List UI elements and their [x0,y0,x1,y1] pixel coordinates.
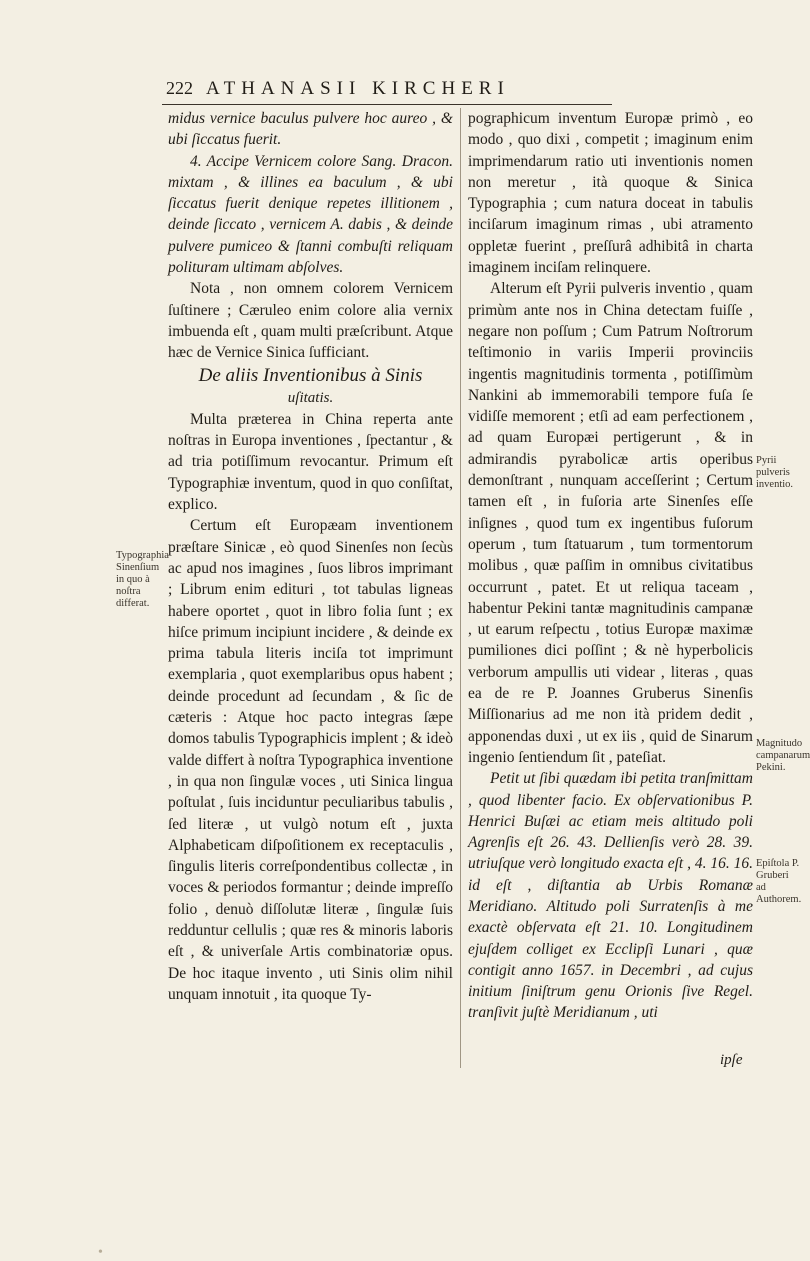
running-head: ATHANASII KIRCHERI [206,78,510,99]
page-number: 222 [166,78,193,98]
left-column [168,108,453,1005]
right-paragraph-3: Petit ut ſibi quædam ibi petita tranſmittam , quod libenter facio. Ex obſervationibus P. Henrici Buſæi ac etiam meis altitudo poli Agrenſis eſt 26. 43. Dellienſis verò 28. 39. utriuſque verò longitudo exacta eſt , 4. 16. 16. id eſt , diſtantia ab Urbis Romanæ Meridiano. Altitudo poli Surratenſis à me exactè obſervata eſt 21. 10. Longitudinem ejuſdem colliget ex Ecclipſi Lunari , quæ contigit anno 1657. in Decembri , ad cujus initium ſiniſtrum genu Orionis ſive Regel. tranſivit juſtè Meridianum , uti [468,770,753,1022]
margin-note-epistola: Epiſtola P. Gruberi ad Authorem. [756,858,802,905]
margin-note-typographia: Typographia Sinenſium in quo à noſtra differat. [116,550,169,609]
right-paragraph-2: Alterum eſt Pyrii pulveris inventio , quam primùm ante nos in China detectam fuiſſe , negare non poſſum ; Cum Patrum Noſtrorum teſtimonio in variis Imperii provinciis ingentis magnitudinis tormenta , potiſſimùm Nankini ab immemorabili tempore fuſa ſe vidiſſe memorent ; etſi ad eam perfectionem , ad quam Europæi pertigerunt , & in admirandis pyrabolicæ artis operibus demonſtrant , nunquam acceſſerint ; Certum tamen eſt , in fuſoria arte Sinenſes eſſe inſignes , quod tum ex ingentibus fuſorum operum , tum ſtatuarum , tum tormentorum molibus , quæ paſſim in omnibus civitatibus occurrunt , patet. Et ut reliqua taceam , habentur Pekini tantæ magnitudinis campanæ , ut earum reſpectu , totius Europæ maximæ pumiliones dici poſſint ; & nè hyperbolicis verborum ampullis uti videar , literas , quas ea de re P. Joannes Gruberus Sinenſis Miſſionarius ad me non ità pridem dedit , apponendas duxi , ut ex iis , quid de Sinarum ingenio ſentiendum ſit , pateſiat. [468,280,753,766]
left-paragraph-3: Nota , non omnem colorem Vernicem ſuſtinere ; Cæruleo enim colore alia vernix imbuenda eſt , quam multi præſcribunt. Atque hæc de Vernice Sinica ſufficiant. [168,280,453,362]
left-paragraph-2: 4. Accipe Vernicem colore Sang. Dracon. mixtam , & illines ea baculum , & ubi ſiccatus fuerit denique repetes illitionem , deinde ſiccato , vernicem A. dabis , & deinde pulvere pumiceo & ſtanni combuſti reliquam polituram ultimam abſolves. [168,152,453,277]
column-divider [460,108,461,1068]
section-subtitle: uſitatis. [287,389,334,406]
header-rule [162,104,612,105]
right-paragraph-1: pographicum inventum Europæ primò , eo modo , quo dixi , competit ; imaginum enim imprimendarum ratio uti inventionis nomen non meretur , ità quoque & Sinica Typographia ; cum natura doceat in tabulis inciſarum imaginum rimas , ubi atramento oppletæ fuerint , preſſurâ adhibitâ in charta imaginem inciſam relinquere. [468,110,753,277]
left-paragraph-1: midus vernice baculus pulvere hoc aureo , & ubi ſiccatus fuerit. [168,110,453,149]
left-paragraph-5: Certum eſt Europæam inventionem præſtare Sinicæ , eò quod Sinenſes non ſecùs ac apud nos imagines , ſuos libros imprimant ; Librum enim edituri , tot tabulas ligneas habere oportet , quot in libro folia ſunt ; ex hiſce primum incipiunt incidere , & deinde ex prima tabula literis inciſa tot imprimunt exemplaria , quot exemplaribus opus habent ; deinde procedunt ad ſecundam , & ſic de cæteris : Atque hoc pacto integras ſæpe domos tabulis Typographicis implent ; & ideò valde differt à noſtra Typographica inventione , in qua non ſingulæ voces , uti Sinica lingua poſtulat , ſuis inciduntur peculiaribus tabulis , ſed literæ , ut vulgò notum eſt , juxta Alphabeticam diſpoſitionem ex receptaculis , ſingulis literis correſpondentibus collectæ , in voces & periodos formantur ; deinde impreſſo folio , denuò diſſolutæ literæ , ſingulæ ſuis redduntur cellulis ; quæ res & minoris laboris eſt , & univerſale Artis combinatoriæ opus. De hoc itaque invento , uti Sinis olim nihil unquam innotuit , ita quoque Ty- [168,517,453,1003]
section-title: De aliis Inventionibus à Sinis [198,364,423,386]
left-paragraph-4: Multa præterea in China reperta ante noſtras in Europa inventiones , ſpectantur , & ad tria potiſſimum revocantur. Primum eſt Typographiæ inventum, quod in quo conſiſtat, explico. [168,410,453,514]
margin-note-pyrii: Pyrii pulveris inventio. [756,455,794,490]
right-column [468,108,753,1024]
page-header [166,78,606,102]
page-blemish: • [98,1245,103,1260]
margin-note-magnitudo: Magnitudo campanarum Pekini. [756,738,810,773]
catchword: ipſe [720,1052,743,1068]
